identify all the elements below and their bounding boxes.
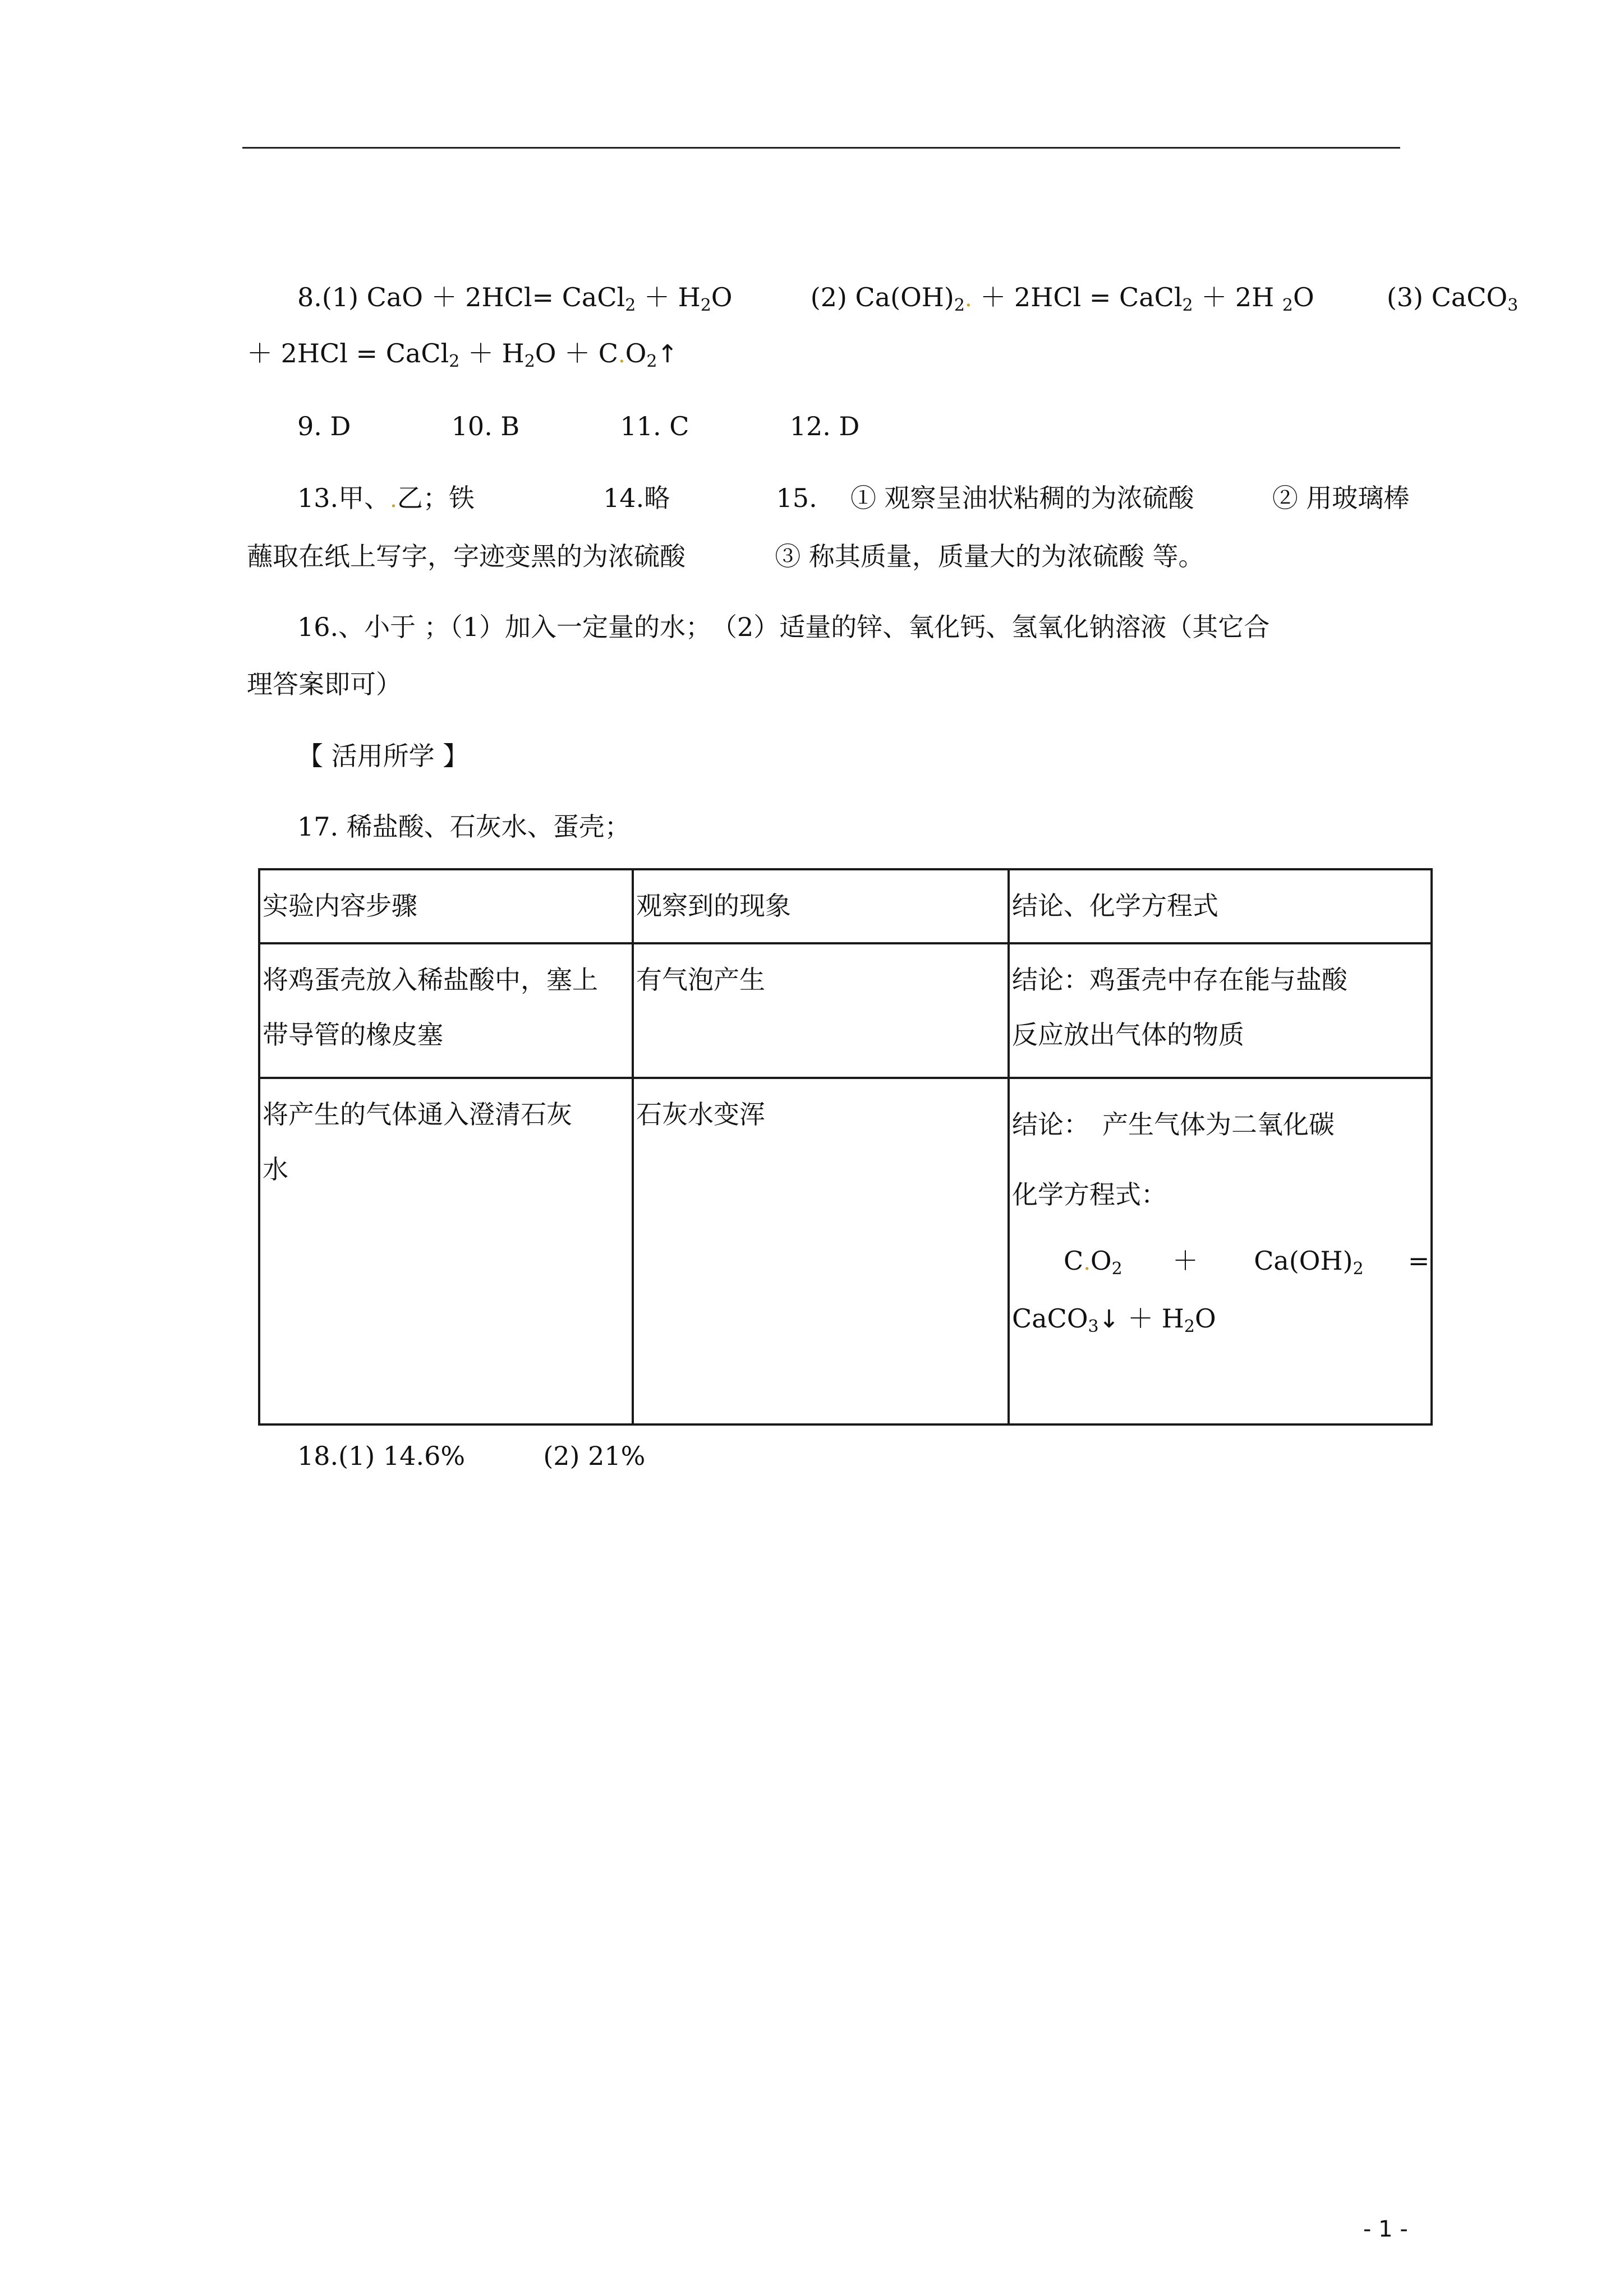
eq-text: = [1407, 1246, 1430, 1276]
answer-q14: 14.略 [603, 483, 670, 513]
cell-text: 将鸡蛋壳放入稀盐酸中，塞上 [263, 965, 598, 995]
cell-text: 结论： 产生气体为二氧化碳 [1012, 1109, 1335, 1140]
q17-intro: 17. 稀盐酸、石灰水、蛋壳； [297, 812, 631, 842]
q8-eq2-text: O [1292, 282, 1314, 312]
cell-text: 有气泡产生 [636, 965, 765, 995]
header-rule [242, 147, 1400, 149]
stray-dot: . [964, 286, 972, 312]
q8-eq1-text: O [711, 282, 733, 312]
table-cell-step [259, 1078, 633, 1424]
q15-line-2 [247, 540, 1204, 573]
q9-12-line [297, 409, 859, 443]
stray-dot: . [390, 487, 397, 513]
answer-q18-part2: (2) 21% [543, 1441, 646, 1471]
experiment-table [258, 868, 1433, 1426]
eq-text: O [1090, 1246, 1112, 1276]
subscript: 2 [1182, 296, 1193, 315]
precipitate-arrow-icon: ↓ [1098, 1305, 1120, 1334]
equation-line-2 [1012, 1296, 1429, 1342]
answer-q15-method-2-cont: 蘸取在纸上写字，字迹变黑的为浓硫酸 [247, 541, 686, 571]
q8-line-2 [247, 336, 678, 372]
cell-text: 带导管的橡皮塞 [263, 1020, 443, 1050]
stray-dot: . [618, 342, 625, 368]
q8-eq1-text: 8.(1) CaO ＋ 2HCl= CaCl [297, 282, 625, 312]
q8-eq2-text: ＋ 2H [1193, 282, 1282, 312]
answer-q18-part1: 18.(1) 14.6% [297, 1441, 466, 1471]
section-title: 【 活用所学 】 [297, 741, 469, 771]
subscript: 2 [1111, 1259, 1122, 1279]
eq-text: O [1194, 1303, 1216, 1334]
cell-text: 石灰水变浑 [636, 1099, 765, 1129]
table-cell-observation [633, 1078, 1009, 1424]
q8-eq3-text: (3) CaCO [1386, 282, 1508, 312]
answer-q13: 乙；铁 [397, 483, 475, 513]
gas-arrow-icon: ↑ [657, 340, 678, 368]
cell-text: 化学方程式： [1012, 1179, 1167, 1210]
answer-q15-method-2: ② 用玻璃棒 [1272, 483, 1410, 513]
equation-line-1 [1012, 1227, 1429, 1296]
eq-text: C [1064, 1246, 1084, 1276]
q8-eq3-text: ＋ 2HCl = CaCl [247, 338, 449, 368]
q13-15-line [297, 481, 1409, 517]
table-cell-step [259, 943, 633, 1078]
table-cell-conclusion [1009, 943, 1432, 1078]
eq-text: CaCO [1012, 1303, 1088, 1334]
table-header-cell: 结论、化学方程式 [1009, 869, 1432, 943]
subscript: 2 [1282, 296, 1293, 315]
eq-text: ＋ [1172, 1246, 1198, 1276]
subscript: 2 [954, 296, 965, 315]
subscript: 2 [700, 296, 711, 315]
table-header-row [259, 869, 1432, 943]
eq-text: Ca(OH) [1254, 1246, 1353, 1276]
q8-eq3-text: O ＋ C [535, 338, 618, 368]
subscript: 2 [625, 296, 636, 315]
answer-q9: 9. D [297, 411, 351, 441]
table-row [259, 943, 1432, 1078]
q8-eq2-text: ＋ 2HCl = CaCl [972, 282, 1183, 312]
answer-q15-method-1: ① 观察呈油状粘稠的为浓硫酸 [850, 483, 1194, 513]
table-cell-observation [633, 943, 1009, 1078]
subscript: 2 [1352, 1259, 1364, 1279]
answer-q13: 13.甲、 [297, 483, 390, 513]
q8-eq1-text: ＋ H [636, 282, 701, 312]
q8-eq3-text: ＋ H [459, 338, 525, 368]
q16-line-1: 16.、小于 ；（1）加入一定量的水； （2）适量的锌、氧化钙、氢氧化钠溶液（其它合 [297, 612, 1270, 642]
stray-dot: . [1083, 1250, 1091, 1275]
subscript: 2 [646, 352, 657, 371]
q8-line-1 [297, 280, 1518, 316]
q18-line [297, 1439, 645, 1473]
answer-q11: 11. C [620, 411, 689, 441]
page-number: - 1 - [1363, 2216, 1408, 2242]
cell-text: 反应放出气体的物质 [1012, 1020, 1244, 1050]
answer-q15-method-3: ③ 称其质量，质量大的为浓硫酸 等。 [775, 541, 1204, 571]
table-header-cell: 实验内容步骤 [259, 869, 633, 943]
table-row [259, 1078, 1432, 1424]
cell-text: 水 [263, 1154, 288, 1184]
q16-line-2: 理答案即可） [247, 669, 402, 699]
subscript: 2 [1184, 1317, 1195, 1336]
subscript: 2 [524, 352, 535, 371]
subscript: 3 [1088, 1317, 1099, 1336]
eq-text: ＋ H [1119, 1303, 1184, 1334]
table-header-cell: 观察到的现象 [633, 869, 1009, 943]
answer-q12: 12. D [789, 411, 860, 441]
table-cell-conclusion [1009, 1078, 1432, 1424]
answer-q10: 10. B [451, 411, 520, 441]
q8-eq2-text: (2) Ca(OH) [810, 282, 954, 312]
answer-q15-label: 15. [776, 483, 817, 513]
subscript: 3 [1507, 296, 1519, 315]
subscript: 2 [449, 352, 460, 371]
cell-text: 结论：鸡蛋壳中存在能与盐酸 [1012, 965, 1347, 995]
q8-eq3-text: O [625, 338, 647, 368]
cell-text: 将产生的气体通入澄清石灰 [263, 1099, 572, 1129]
